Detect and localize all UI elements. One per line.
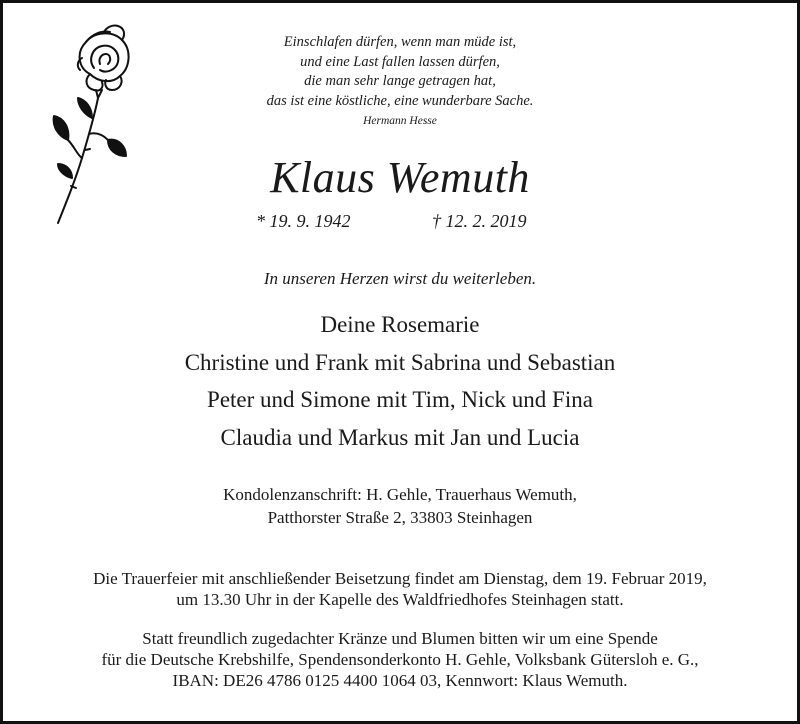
condolence-line: Kondolenzanschrift: H. Gehle, Trauerhaus Wemuth, [223, 485, 577, 504]
mourners-list [0, 306, 800, 456]
condolence-line: Patthorster Straße 2, 33803 Steinhagen [267, 507, 533, 527]
donation-line: für die Deutsche Krebshilfe, Spendensonderkonto H. Gehle, Volksbank Gütersloh e. G., [101, 650, 699, 669]
quote-line: Einschlafen dürfen, wenn man müde ist, [283, 34, 517, 50]
donation-line: Statt freundlich zugedachter Kränze und Blumen bitten wir um eine Spende [142, 629, 658, 648]
funeral-service-notice [0, 568, 800, 610]
condolence-address [0, 484, 800, 529]
motto: In unseren Herzen wirst du weiterleben. [263, 269, 537, 288]
quote-line: die man sehr lange getragen hat, [304, 73, 496, 90]
hesse-quote [120, 33, 680, 131]
deceased-name: Klaus Wemuth [270, 153, 530, 202]
quote-line: das ist eine köstliche, eine wunderbare Sache. [266, 92, 534, 109]
service-line: um 13.30 Uhr in der Kapelle des Waldfriedhofes Steinhagen statt. [176, 590, 624, 609]
service-line: Die Trauerfeier mit anschließender Beisetzung findet am Dienstag, dem 19. Februar 2019, [93, 569, 707, 588]
birth-date: * 19. 9. 1942 [256, 211, 351, 231]
mourner-line: Claudia und Markus mit Jan und Lucia [220, 424, 580, 450]
mourner-line: Christine und Frank mit Sabrina und Sebastian [184, 349, 616, 375]
donation-line: IBAN: DE26 4786 0125 4400 1064 03, Kennwort: Klaus Wemuth. [172, 671, 628, 690]
mourner-line: Deine Rosemarie [320, 312, 480, 337]
donation-notice [0, 628, 800, 691]
quote-line: und eine Last fallen lassen dürfen, [300, 53, 500, 70]
death-date: † 12. 2. 2019 [432, 211, 527, 231]
mourner-line: Peter und Simone mit Tim, Nick und Fina [207, 387, 593, 412]
quote-author: Hermann Hesse [363, 115, 437, 128]
